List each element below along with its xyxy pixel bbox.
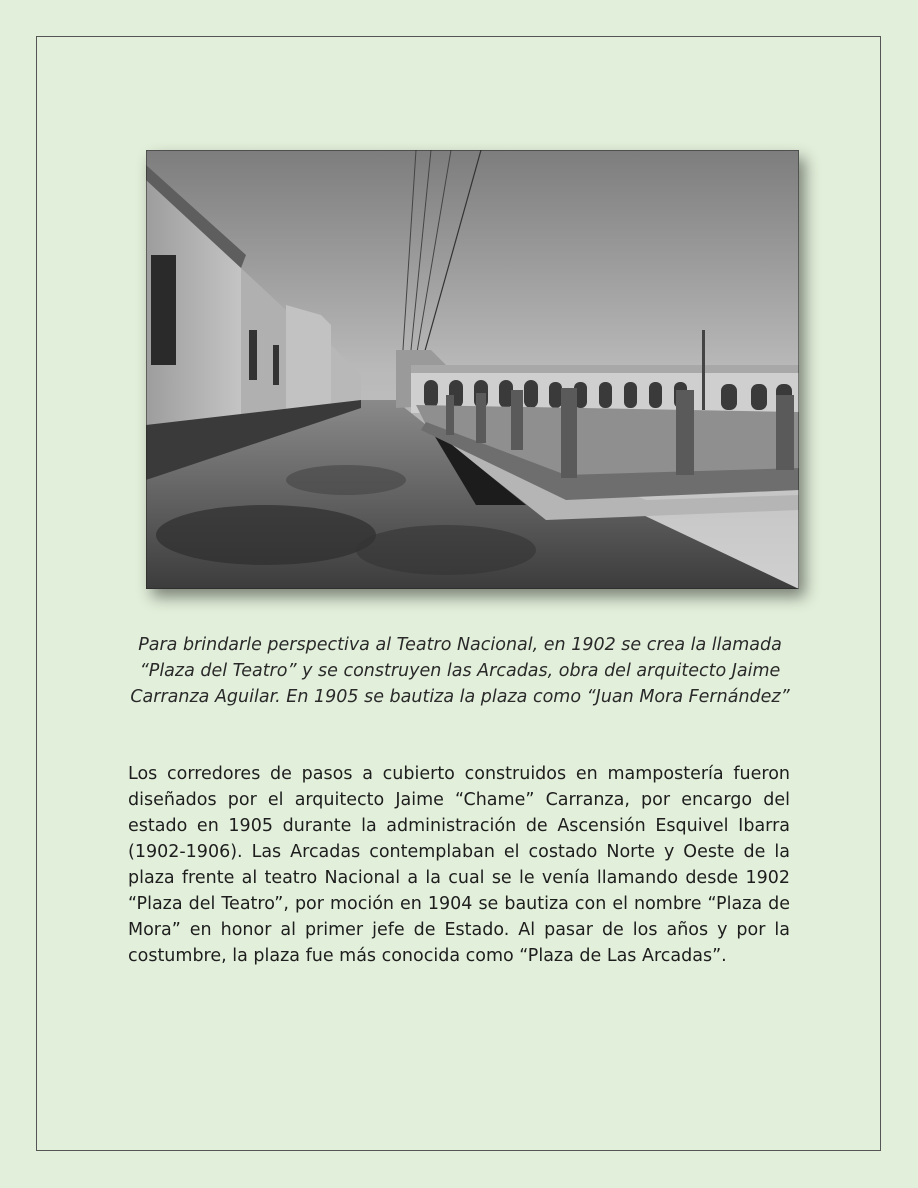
historic-photo [146,150,799,589]
photo-caption: Para brindarle perspectiva al Teatro Nacional, en 1902 se crea la llamada “Plaza del Teatro” y se construyen las Arcadas, obra del arquitecto Jaime Carranza Aguilar. En 1905 se bautiza la plaza como “Juan Mora Fernández” [130,635,790,707]
photo-illustration [146,150,799,589]
body-paragraph: Los corredores de pasos a cubierto construidos en mampostería fueron diseñados por el arquitecto Jaime “Chame” Carranza, por encargo del estado en 1905 durante la administración de Ascensión Esquivel Ibarra (1902-1906). Las Arcadas contemplaban el costado Norte y Oeste de la plaza frente al teatro Nacional a la cual se le venía llamando desde 1902 “Plaza del Teatro”, por moción en 1904 se bautiza con el nombre “Plaza de Mora” en honor al primer jefe de Estado. Al pasar de los años y por la costumbre, la plaza fue más conocida como “Plaza de Las Arcadas”. [128,764,790,966]
